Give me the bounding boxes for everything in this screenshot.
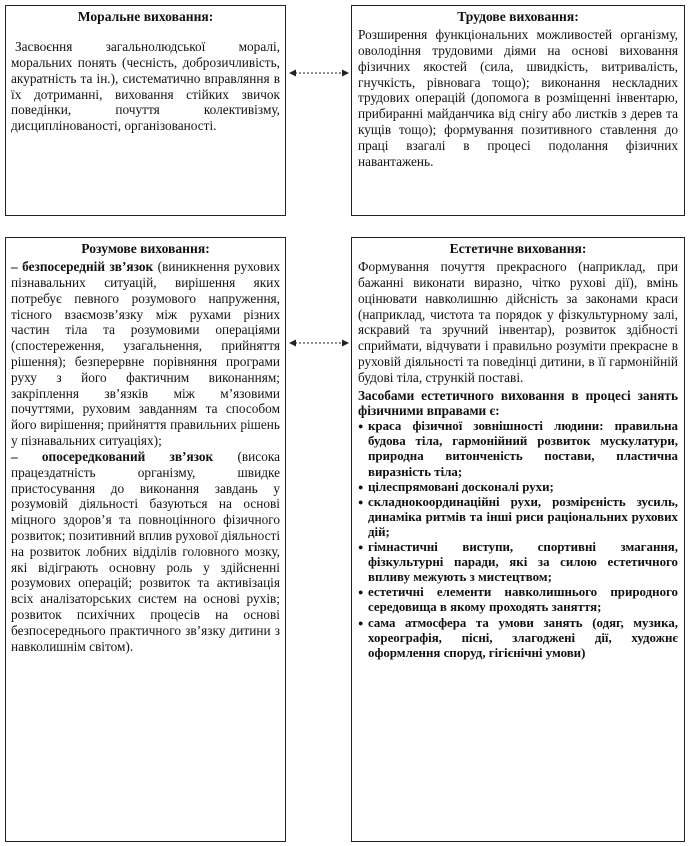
moral-education-text: Засвоєння загальнолюдської моралі, моральних понять (чесність, доброзичливість, акуратність та ін.), систематично вправляння в їх дотриманні, виховання стійких звичок поведінки, почуття колективізму, дисциплінованості, організованості. [11,39,280,134]
aesthetic-education-box [351,237,685,842]
list-item: ● складнокоординаційні рухи, розмірєність зусиль, динаміка ритмів та інші риси раціональних рухових дій; [358,495,678,540]
labor-education-title: Трудове виховання: [457,9,579,24]
labor-education-box [351,5,685,216]
aesthetic-means-list [358,419,678,661]
list-item: ● краса фізичної зовнішності людини: правильна будова тіла, гармонійний розвиток мускулатури, природна витонченість постави, пластична виразність тіла; [358,419,678,479]
list-item: ● естетичні елементи навколишнього природного середовища в якому проходять заняття; [358,585,678,615]
aesthetic-means-title: Засобами естетичного виховання в процесі занять фізичними вправами є: [358,387,678,419]
indirect-connection-paragraph [11,449,280,655]
labor-education-text: Розширення функціональних можливостей організму, оволодіння трудовими діями на основі виховання фізичних якостей (сила, швидкість, витривалість, гнучкість, рівновага тощо); виконання нескладних трудових операцій (допомога в розміщенні інвентарю, прибиранні майданчика від снігу або листків з дерев та кущів тощо); формування позитивного ставлення до праці взагалі в процесі подолання фізичних навантажень. [358,27,678,169]
list-item: ● цілеспрямовані досконалі рухи; [358,480,678,495]
direct-connection-paragraph [11,259,280,449]
list-item: ● гімнастичні виступи, спортивні змагання, фізкультурні паради, які за силою естетичного впливу межують з мистецтвом; [358,540,678,585]
bottom-connector-arrow [287,336,351,350]
direct-connection-text: (виникнення рухових пізнавальних ситуацій, вирішення яких потребує певного розумового напруження, тісного взаємозв’язку між рухами різних частин тіла та розумовими операціями (спостереження, узагальнення, прийняття рішення); безперервне порівняння програми руху з його фактичним виконанням; закріплення зв’язків між м’язовими почуттями, руховим завданням та способом його вирішення; прийняття правильних рішень у пізнавальних ситуаціях); [11,259,280,449]
mental-education-title: Розумове виховання: [81,241,210,256]
aesthetic-education-title: Естетичне виховання: [449,241,587,256]
indirect-connection-text: (висока працездатність організму, швидке пристосування до виконання завдань у розумовій діяльності базуються на основі міцного здоров’я та повноцінного фізичного розвиток; позитивний вплив рухової діяльності на розвиток лобних відділів головного мозку, які відіграють основну роль у здійсненні розумових операцій; розвиток та активізація всіх аналізаторських систем на основі рухів; розвиток психічних процесів на основі безпосереднього практичного зв’язку дитини з навколишнім світом). [11,448,281,654]
top-connector-arrow [287,66,351,80]
indirect-connection-label: – опосередкований зв’язок [11,448,214,464]
mental-education-box [5,237,286,842]
moral-education-box [5,5,286,216]
aesthetic-education-text: Формування почуття прекрасного (наприклад, при бажанні виконати виразно, чітко рухові дії), вмінь оцінювати навколишню дійсність за законами краси (наприклад, чистота та порядок у фізкультурному залі, яскравий та зручний інвентар), розвиток здібності сприймати, відчувати і правильно розуміти прекрасне в руховій діяльності та поведінці дитини, в її гармонійній будові тіла, стрункій поставі. [358,259,678,385]
list-item: ● сама атмосфера та умови занять (одяг, музика, хореографія, пісні, злагоджені дії, художнє оформлення споруд, гігієнічні умови) [358,616,678,661]
moral-education-title: Моральне виховання: [77,9,214,24]
direct-connection-label: – безпосередній зв’язок [11,259,154,275]
